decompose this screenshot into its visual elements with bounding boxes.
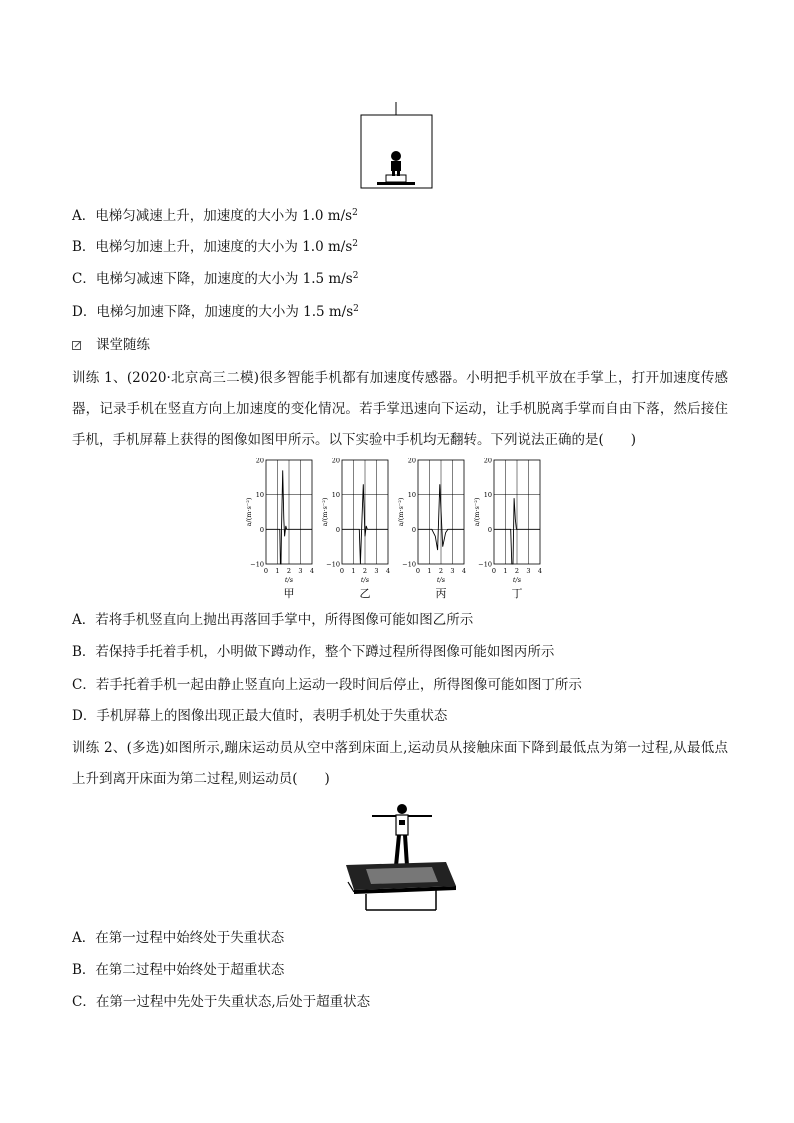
x-tick-label: 1 — [351, 567, 356, 575]
x-tick-label: 2 — [286, 567, 292, 575]
section-header — [72, 336, 150, 354]
x-axis-label: t/s — [436, 576, 446, 584]
x-tick-label: 2 — [514, 567, 520, 575]
y-axis-label: a/(m·s⁻²) — [397, 497, 405, 527]
x-tick-label: 4 — [309, 567, 315, 575]
trampoline-figure — [336, 800, 460, 915]
x-tick-label: 0 — [491, 567, 497, 575]
y-tick-label: −10 — [402, 560, 416, 569]
x-tick-label: 3 — [526, 567, 531, 575]
y-tick-label: 20 — [483, 458, 492, 465]
q1-option-a: A．若将手机竖直向上抛出再落回手掌中，所得图像可能如图乙所示 — [72, 612, 474, 628]
prev-option-b: B．电梯匀加速上升，加速度的大小为 1.0 $m/s^2$ — [72, 239, 358, 255]
y-axis-label: a/(m·s⁻²) — [321, 497, 329, 527]
x-tick-label: 0 — [415, 567, 421, 575]
y-tick-label: 20 — [331, 458, 340, 465]
x-tick-label: 1 — [427, 567, 432, 575]
edit-icon — [72, 341, 82, 351]
prev-option-c: C．电梯匀减速下降，加速度的大小为 1.5 $m/s^2$ — [72, 271, 359, 287]
y-tick-label: 0 — [259, 525, 264, 534]
x-tick-label: 4 — [461, 567, 467, 575]
prev-option-a: A．电梯匀减速上升，加速度的大小为 1.0 $m/s^2$ — [72, 208, 358, 224]
x-tick-label: 3 — [450, 567, 455, 575]
x-tick-label: 2 — [362, 567, 368, 575]
y-tick-label: −10 — [326, 560, 340, 569]
y-tick-label: 20 — [407, 458, 416, 465]
panel-caption: 甲 — [283, 587, 295, 600]
x-axis-label: t/s — [360, 576, 370, 584]
y-tick-label: 10 — [255, 491, 264, 500]
x-tick-label: 4 — [385, 567, 391, 575]
x-tick-label: 3 — [298, 567, 303, 575]
x-axis-label: t/s — [284, 576, 294, 584]
q2-stem: 训练 2、(多选)如图所示,蹦床运动员从空中落到床面上,运动员从接触床面下降到最低点为第一过程,从最低点上升到离开床面为第二过程,则运动员( ) — [72, 740, 728, 787]
acceleration-graphs — [240, 458, 560, 600]
section-title: 课堂随练 — [96, 337, 150, 353]
y-tick-label: 0 — [335, 525, 340, 534]
y-tick-label: −10 — [250, 560, 264, 569]
panel-caption: 丙 — [435, 587, 447, 600]
q2-option-c: C．在第一过程中先处于失重状态,后处于超重状态 — [72, 994, 371, 1010]
elevator-figure — [355, 100, 439, 192]
x-tick-label: 2 — [438, 567, 444, 575]
x-tick-label: 1 — [275, 567, 280, 575]
q1-option-c: C．若手托着手机一起由静止竖直向上运动一段时间后停止，所得图像可能如图丁所示 — [72, 677, 582, 693]
x-tick-label: 4 — [537, 567, 543, 575]
x-tick-label: 3 — [374, 567, 379, 575]
y-tick-label: −10 — [478, 560, 492, 569]
panel-caption: 丁 — [511, 587, 523, 600]
prev-option-d: D．电梯匀加速下降，加速度的大小为 1.5 $m/s^2$ — [72, 304, 359, 320]
x-axis-label: t/s — [512, 576, 522, 584]
q1-option-d: D．手机屏幕上的图像出现正最大值时，表明手机处于失重状态 — [72, 708, 448, 724]
q2-option-a: A．在第一过程中始终处于失重状态 — [72, 930, 285, 946]
y-axis-label: a/(m·s⁻²) — [473, 497, 481, 527]
x-tick-label: 1 — [503, 567, 508, 575]
y-axis-label: a/(m·s⁻²) — [245, 497, 253, 527]
y-tick-label: 20 — [255, 458, 264, 465]
y-tick-label: 10 — [407, 491, 416, 500]
q1-option-b: B．若保持手托着手机，小明做下蹲动作，整个下蹲过程所得图像可能如图丙所示 — [72, 644, 555, 660]
y-tick-label: 10 — [483, 491, 492, 500]
y-tick-label: 0 — [411, 525, 416, 534]
q1-stem: 训练 1、(2020·北京高三二模)很多智能手机都有加速度传感器。小明把手机平放在手掌上，打开加速度传感器，记录手机在竖直方向上加速度的变化情况。若手掌迅速向下运动，让手机脱离手掌而自由下落，然后接住手机，手机屏幕上获得的图像如图甲所示。以下实验中手机均无翻转。下列说法正确的是( ) — [72, 370, 728, 448]
q2-option-b: B．在第二过程中始终处于超重状态 — [72, 962, 285, 978]
x-tick-label: 0 — [339, 567, 345, 575]
panel-caption: 乙 — [359, 587, 371, 600]
y-tick-label: 0 — [487, 525, 492, 534]
y-tick-label: 10 — [331, 491, 340, 500]
x-tick-label: 0 — [263, 567, 269, 575]
